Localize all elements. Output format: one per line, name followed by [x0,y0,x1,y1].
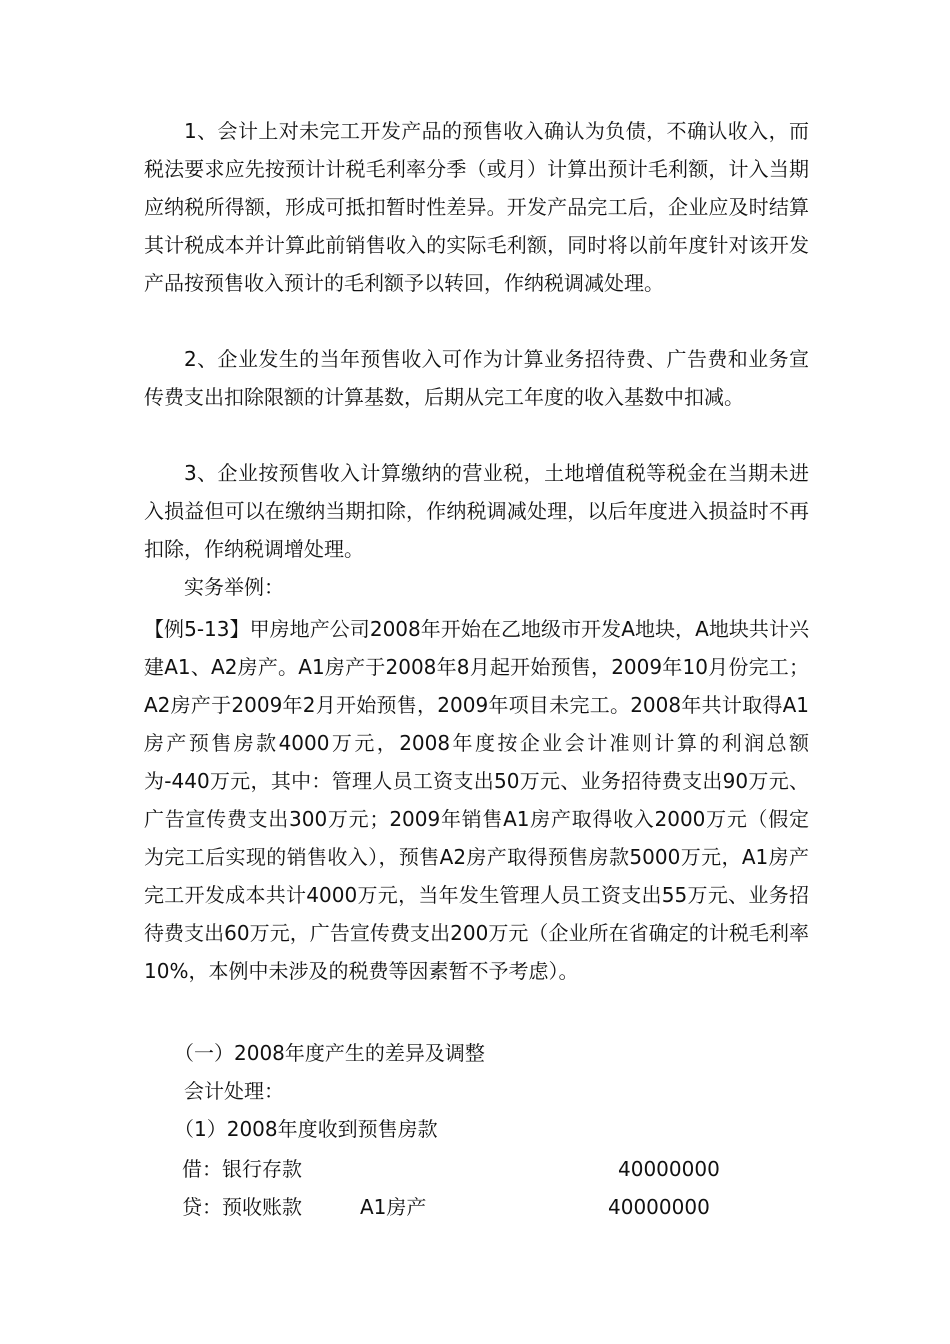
debit-label: 借：银行存款 [182,1157,302,1181]
paragraph-2: 2、企业发生的当年预售收入可作为计算业务招待费、广告费和业务宣传费支出扣除限额的计算基数，后期从完工年度的收入基数中扣减。 [144,347,809,409]
item-1: （1）2008年度收到预售房款 [174,1117,438,1141]
accounting-heading: 会计处理： [184,1079,284,1103]
credit-label: 贷：预收账款 [182,1195,302,1219]
credit-amount: 40000000 [608,1195,710,1219]
paragraph-3: 3、企业按预售收入计算缴纳的营业税，土地增值税等税金在当期未进入损益但可以在缴纳当期扣除，作纳税调减处理，以后年度进入损益时不再扣除，作纳税调增处理。 [144,461,809,561]
example-paragraph: 【例5-13】甲房地产公司2008年开始在乙地级市开发A地块，A地块共计兴建A1、A2房产。A1房产于2008年8月起开始预售，2009年10月份完工；A2房产于2009年2月开始预售，2009年项目未完工。2008年共计取得A1房产预售房款4000万元，2008年度按企业会计准则计算的利润总额为-440万元，其中：管理人员工资支出50万元、业务招待费支出90万元、广告宣传费支出300万元；2009年销售A1房产取得收入2000万元（假定为完工后实现的销售收入），预售A2房产取得预售房款5000万元，A1房产完工开发成本共计4000万元，当年发生管理人员工资支出55万元、业务招待费支出60万元，广告宣传费支出200万元（企业所在省确定的计税毛利率10%，本例中未涉及的税费等因素暂不予考虑）。 [144,617,809,983]
credit-subaccount: A1房产 [360,1195,427,1219]
section-heading: （一）2008年度产生的差异及调整 [174,1041,485,1065]
debit-amount: 40000000 [618,1157,720,1181]
example-heading: 实务举例： [184,575,284,599]
paragraph-1: 1、会计上对未完工开发产品的预售收入确认为负债，不确认收入，而税法要求应先按预计计税毛利率分季（或月）计算出预计毛利额，计入当期应纳税所得额，形成可抵扣暂时性差异。开发产品完工后，企业应及时结算其计税成本并计算此前销售收入的实际毛利额，同时将以前年度针对该开发产品按预售收入预计的毛利额予以转回，作纳税调减处理。 [144,119,809,295]
